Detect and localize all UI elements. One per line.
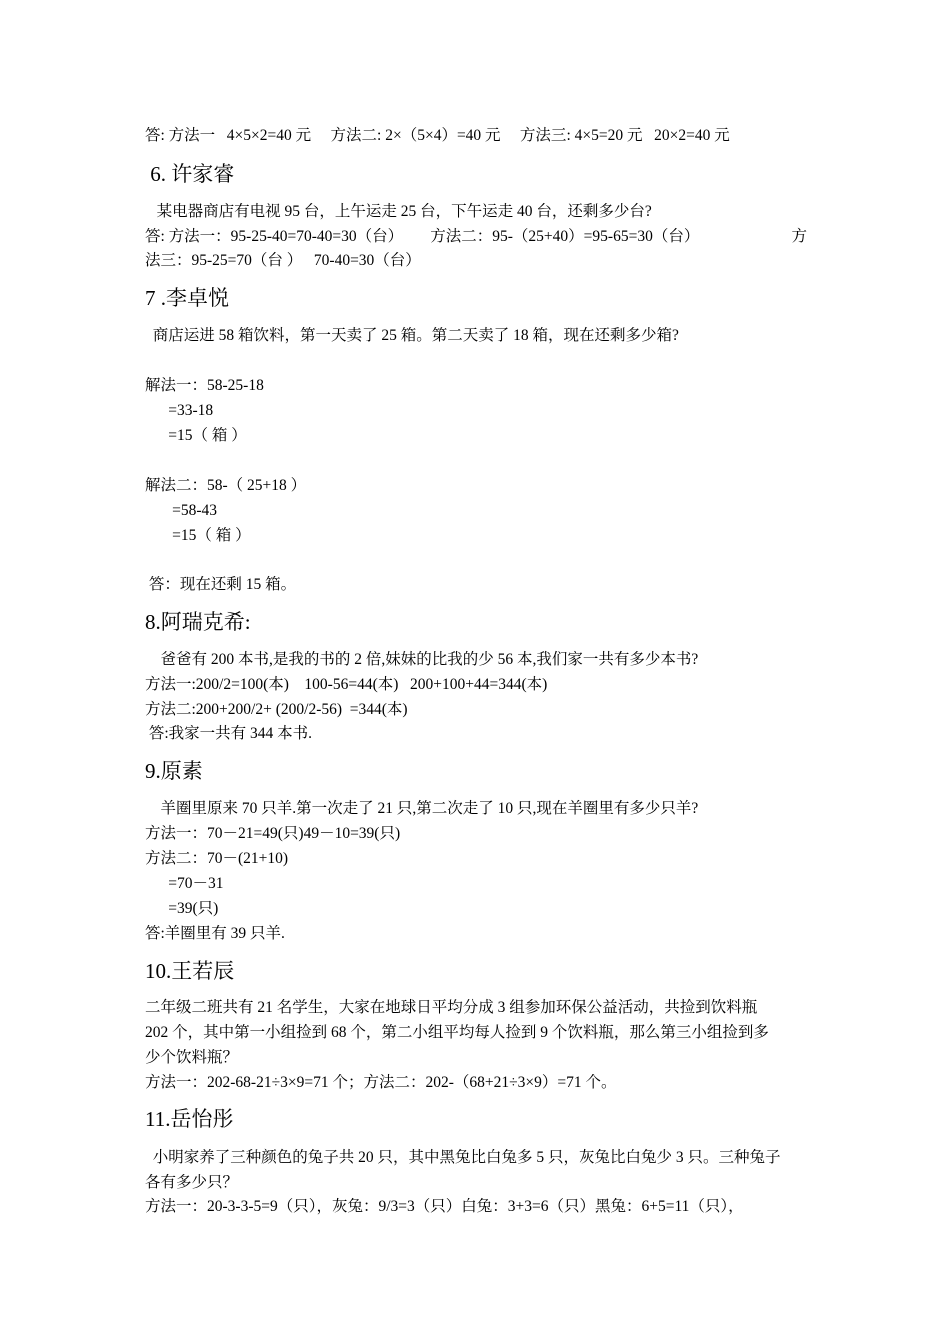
answer-line: 答: 方法一 4×5×2=40 元 方法二: 2×（5×4）=40 元 方法三: 4×5=20 元 20×2=40 元: [145, 127, 730, 144]
answer-line: 答:我家一共有 344 本书.: [145, 725, 313, 742]
question-text: 各有多少只？: [145, 1174, 239, 1191]
solution-line: 解法二：58-（ 25+18 ）: [145, 477, 307, 494]
solution-line: 解法一：58-25-18: [145, 377, 264, 394]
solution-line: =33-18: [145, 402, 214, 419]
solution-line: =58-43: [145, 502, 218, 519]
question-text: 某电器商店有电视 95 台，上午运走 25 台，下午运走 40 台，还剩多少台?: [145, 203, 652, 220]
question-text: 小明家养了三种颜色的兔子共 20 只，其中黑兔比白兔多 5 只，灰兔比白兔少 3 只。三种兔子: [145, 1149, 781, 1166]
solution-line: =70－31: [145, 875, 224, 892]
question-text: 爸爸有 200 本书,是我的书的 2 倍,妹妹的比我的少 56 本,我们家一共有多少本书?: [145, 651, 699, 668]
section-heading-11: 11.岳怡彤: [145, 1107, 234, 1131]
answer-line-tail: 方: [791, 228, 807, 245]
section-heading-8: 8.阿瑞克希:: [145, 610, 251, 634]
solution-line: 方法二:200+200/2+ (200/2-56) =344(本): [145, 701, 408, 718]
solution-line: =15（ 箱 ）: [145, 427, 247, 444]
section-heading-9: 9.原素: [145, 759, 203, 783]
question-text: 少个饮料瓶？: [145, 1049, 239, 1066]
solution-line: 方法二：70－(21+10): [145, 850, 289, 867]
answer-line: 答:羊圈里有 39 只羊.: [145, 925, 285, 942]
answer-line: 法三：95-25=70（台 ） 70-40=30（台）: [145, 252, 421, 269]
question-text: 202 个，其中第一小组捡到 68 个，第二小组平均每人捡到 9 个饮料瓶，那么第三小组捡到多: [145, 1024, 769, 1041]
question-text: 商店运进 58 箱饮料，第一天卖了 25 箱。第二天卖了 18 箱，现在还剩多少箱?: [145, 327, 679, 344]
section-heading-7: 7 .李卓悦: [145, 286, 229, 310]
answer-row: [145, 227, 807, 247]
question-text: 二年级二班共有 21 名学生，大家在地球日平均分成 3 组参加环保公益活动，共捡到饮料瓶: [145, 999, 758, 1016]
question-text: 羊圈里原来 70 只羊.第一次走了 21 只,第二次走了 10 只,现在羊圈里有多少只羊?: [145, 800, 699, 817]
answer-line: 答：现在还剩 15 箱。: [145, 576, 297, 593]
solution-line: =39(只): [145, 900, 219, 917]
solution-line: =15（ 箱 ）: [145, 527, 251, 544]
solution-line: 方法一:200/2=100(本) 100-56=44(本) 200+100+44=344(本): [145, 676, 548, 693]
solution-line: 方法一：70－21=49(只)49－10=39(只): [145, 825, 401, 842]
section-heading-10: 10.王若辰: [145, 959, 235, 983]
solution-line: 方法一：202-68-21÷3×9=71 个；方法二：202-（68+21÷3×9）=71 个。: [145, 1074, 617, 1091]
section-heading-6: 6. 许家睿: [145, 162, 235, 186]
solution-line: 方法一：20-3-3-5=9（只），灰兔：9/3=3（只）白兔：3+3=6（只）黑兔：6+5=11（只），: [145, 1198, 744, 1215]
answer-line: 答: 方法一：95-25-40=70-40=30（台） 方法二：95-（25+40）=95-65=30（台）: [145, 228, 700, 245]
